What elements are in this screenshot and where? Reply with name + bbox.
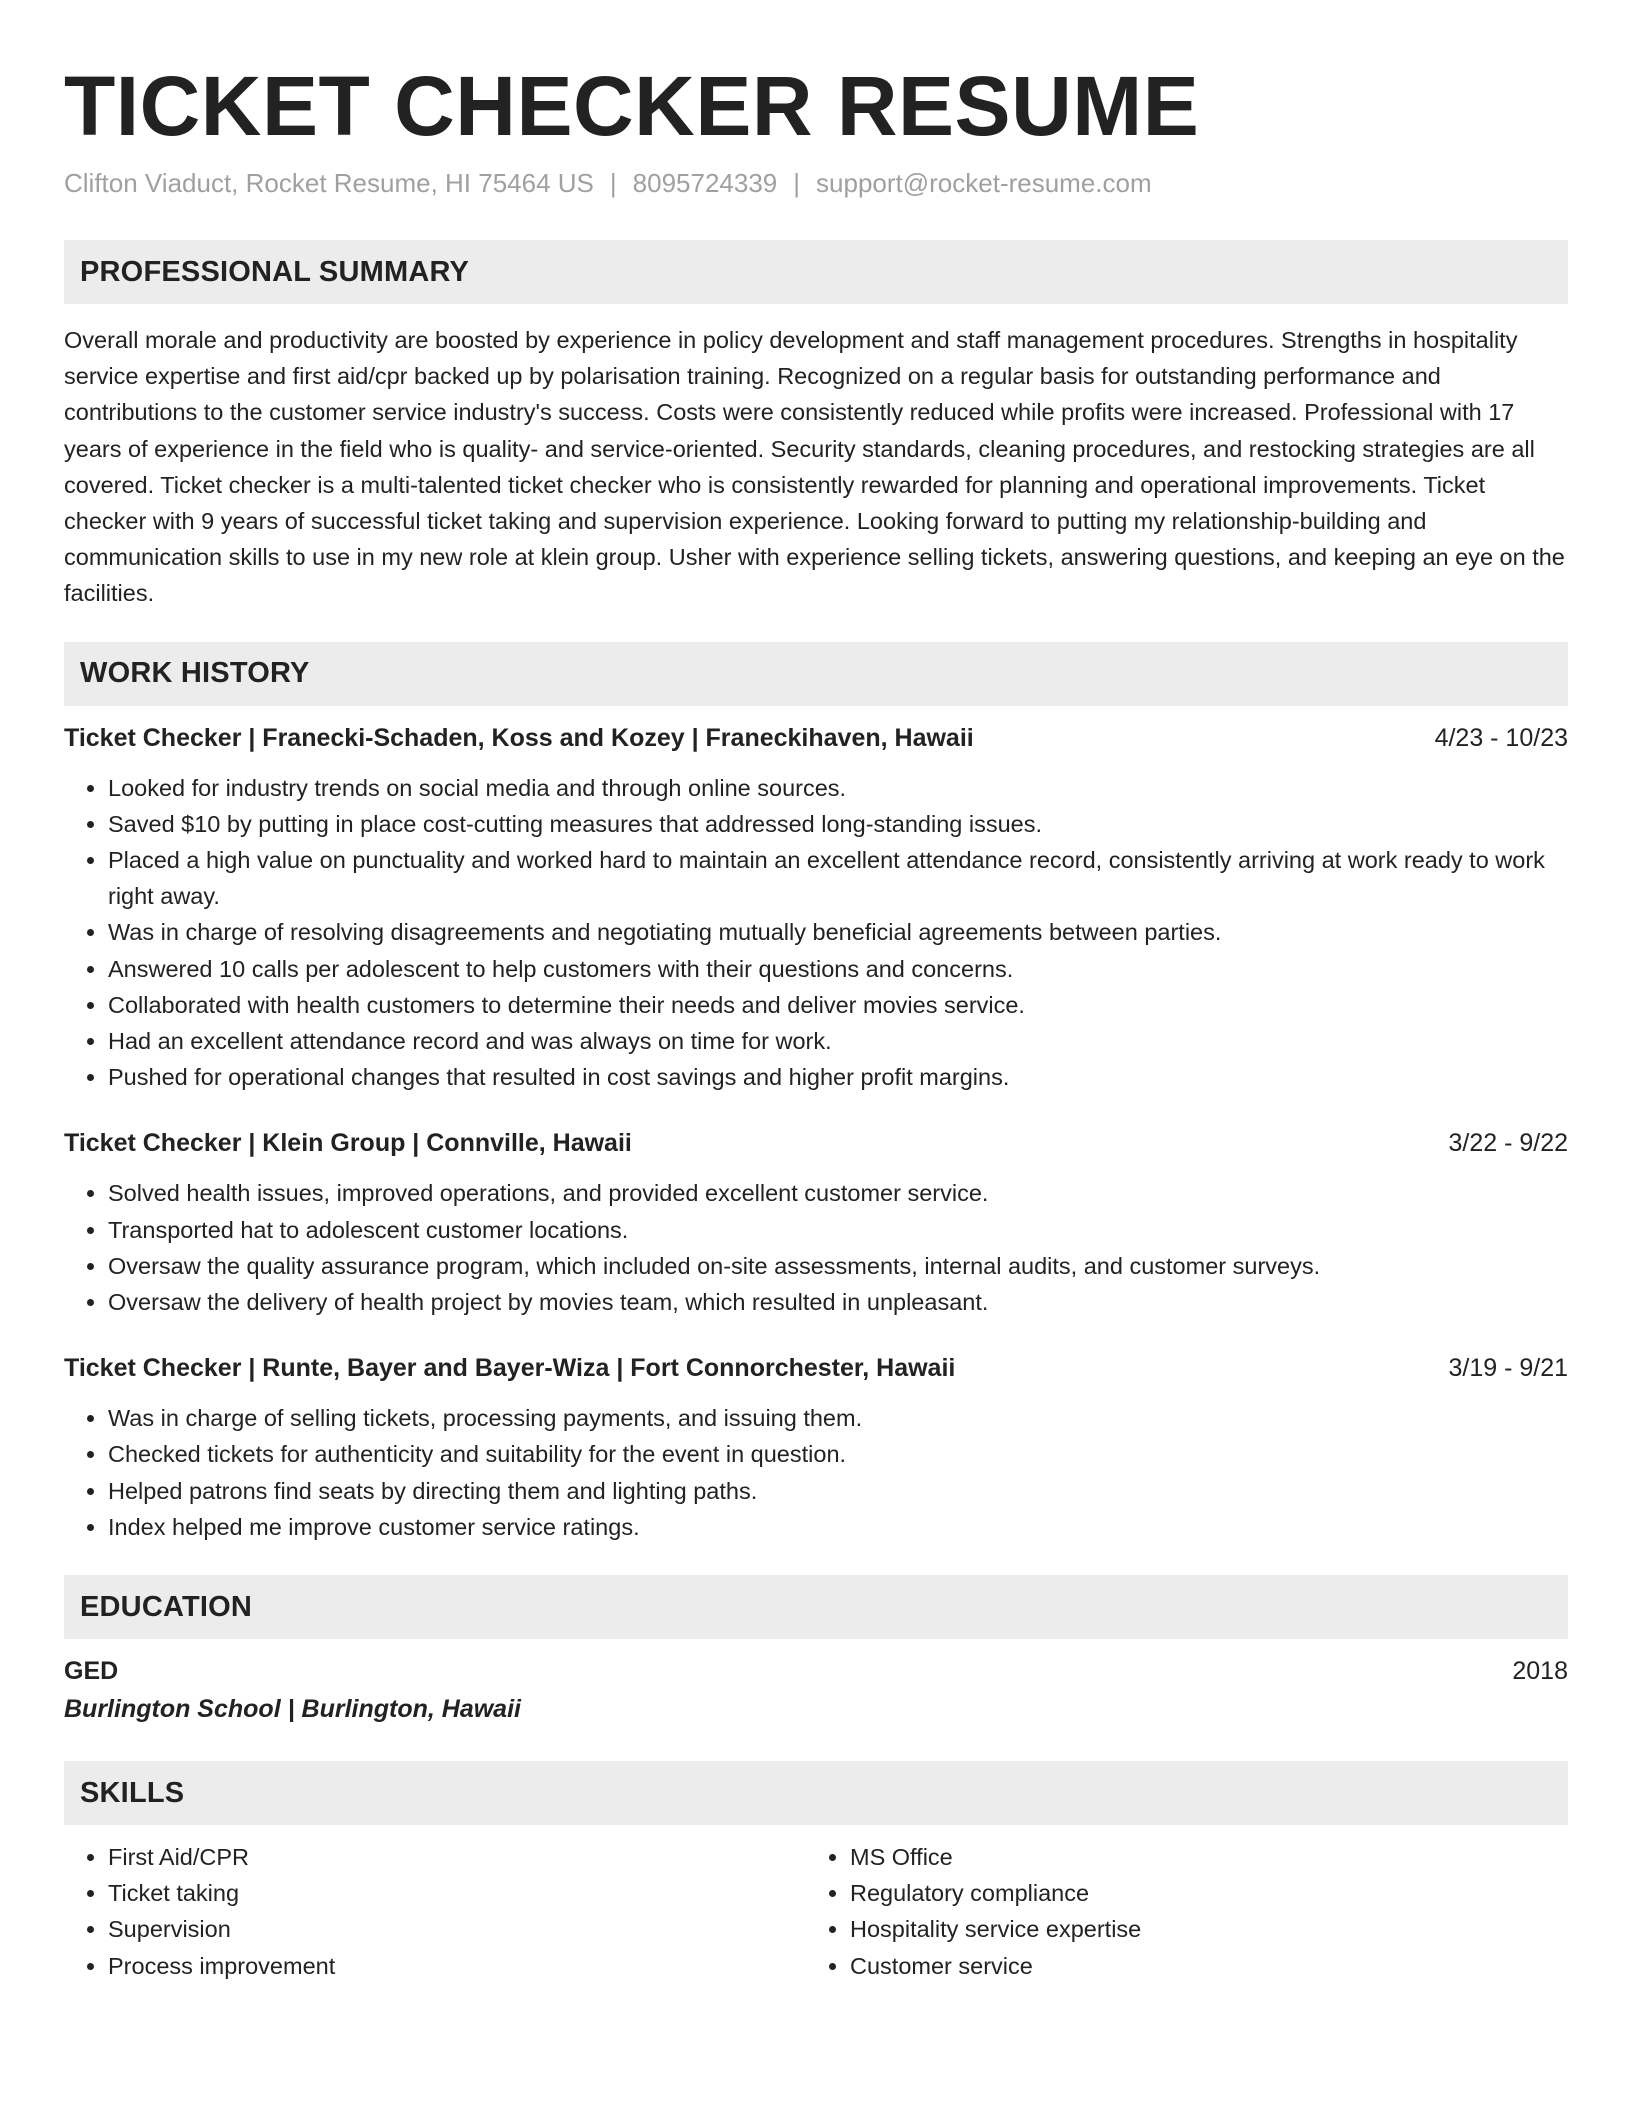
job-bullet: • Was in charge of selling tickets, processing payments, and issuing them.: [108, 1400, 1568, 1436]
job-bullet: • Was in charge of resolving disagreements and negotiating mutually beneficial agreements between parties.: [108, 914, 1568, 950]
contact-line: [64, 166, 1568, 200]
job-bullet: • Transported hat to adolescent customer locations.: [108, 1212, 1568, 1248]
contact-separator: |: [609, 168, 617, 198]
section-heading-education: EDUCATION: [64, 1575, 1568, 1639]
skills-list: [64, 1839, 1568, 1984]
job-bullet: • Oversaw the delivery of health project by movies team, which resulted in unpleasant.: [108, 1284, 1568, 1320]
job-entry: [64, 720, 1568, 1096]
summary-text: Overall morale and productivity are boosted by experience in policy development and staff management procedures. Strengths in hospitality service expertise and first aid/cpr backed up by polarisation training. Recognized on a regular basis for outstanding performance and contributions to the customer service industry's success. Costs were consistently reduced while profits were increased. Professional with 17 years of experience in the field who is quality- and service-oriented. Security standards, cleaning procedures, and restocking strategies are all covered. Ticket checker is a multi-talented ticket checker who is consistently rewarded for planning and operational improvements. Ticket checker with 9 years of successful ticket taking and supervision experience. Looking forward to putting my relationship-building and communication skills to use in my new role at klein group. Usher with experience selling tickets, answering questions, and keeping an eye on the facilities.: [64, 327, 1565, 607]
job-bullet: • Had an excellent attendance record and was always on time for work.: [108, 1023, 1568, 1059]
job-title: Ticket Checker | Klein Group | Connville, Hawaii: [64, 1129, 632, 1158]
contact-separator: |: [793, 168, 801, 198]
skill-item: • Customer service: [850, 1948, 1548, 1984]
job-bullets: [64, 1175, 1568, 1320]
skills-column-left: [64, 1839, 806, 1984]
resume-title: TICKET CHECKER RESUME: [64, 59, 1200, 153]
job-dates: 3/22 - 9/22: [1448, 1129, 1568, 1158]
contact-address: Clifton Viaduct, Rocket Resume, HI 75464 US: [64, 168, 594, 198]
job-bullet: • Saved $10 by putting in place cost-cutting measures that addressed long-standing issues.: [108, 806, 1568, 842]
job-bullet: • Answered 10 calls per adolescent to help customers with their questions and concerns.: [108, 951, 1568, 987]
job-title: Ticket Checker | Runte, Bayer and Bayer-Wiza | Fort Connorchester, Hawaii: [64, 1354, 956, 1383]
job-bullet: • Pushed for operational changes that resulted in cost savings and higher profit margins.: [108, 1059, 1568, 1095]
job-bullet: • Index helped me improve customer service ratings.: [108, 1509, 1568, 1545]
job-bullets: [64, 770, 1568, 1096]
education-year: 2018: [1512, 1657, 1568, 1686]
skill-item: • Hospitality service expertise: [850, 1911, 1548, 1947]
job-bullet: • Looked for industry trends on social media and through online sources.: [108, 770, 1568, 806]
job-dates: 3/19 - 9/21: [1448, 1354, 1568, 1383]
skill-item: • Ticket taking: [108, 1875, 806, 1911]
skill-item: • First Aid/CPR: [108, 1839, 806, 1875]
job-header: [64, 1350, 1568, 1386]
section-heading-work-history: WORK HISTORY: [64, 642, 1568, 706]
job-bullet: • Checked tickets for authenticity and suitability for the event in question.: [108, 1436, 1568, 1472]
skills-column-right: [806, 1839, 1548, 1984]
job-entry: [64, 1350, 1568, 1545]
job-bullet: • Placed a high value on punctuality and worked hard to maintain an excellent attendance record, consistently arriving at work ready to work right away.: [108, 842, 1568, 914]
job-entry: [64, 1125, 1568, 1320]
job-bullet: • Solved health issues, improved operations, and provided excellent customer service.: [108, 1175, 1568, 1211]
education-school: Burlington School | Burlington, Hawaii: [64, 1695, 521, 1724]
skill-item: • Supervision: [108, 1911, 806, 1947]
education-degree: GED: [64, 1657, 119, 1686]
job-header: [64, 720, 1568, 756]
job-header: [64, 1125, 1568, 1161]
job-dates: 4/23 - 10/23: [1434, 723, 1568, 752]
section-heading-skills: SKILLS: [64, 1761, 1568, 1825]
resume-content: [64, 58, 1568, 1984]
section-heading-summary: PROFESSIONAL SUMMARY: [64, 240, 1568, 304]
skill-item: • MS Office: [850, 1839, 1548, 1875]
job-bullet: • Collaborated with health customers to determine their needs and deliver movies service.: [108, 987, 1568, 1023]
job-bullets: [64, 1400, 1568, 1545]
education-header: [64, 1653, 1568, 1689]
education-entry: [64, 1653, 1568, 1727]
job-title: Ticket Checker | Franecki-Schaden, Koss and Kozey | Franeckihaven, Hawaii: [64, 723, 974, 752]
contact-phone: 8095724339: [632, 168, 778, 198]
skill-item: • Regulatory compliance: [850, 1875, 1548, 1911]
job-bullet: • Oversaw the quality assurance program, which included on-site assessments, internal audits, and customer surveys.: [108, 1248, 1568, 1284]
contact-email: support@rocket-resume.com: [816, 168, 1152, 198]
job-bullet: • Helped patrons find seats by directing them and lighting paths.: [108, 1473, 1568, 1509]
skill-item: • Process improvement: [108, 1948, 806, 1984]
